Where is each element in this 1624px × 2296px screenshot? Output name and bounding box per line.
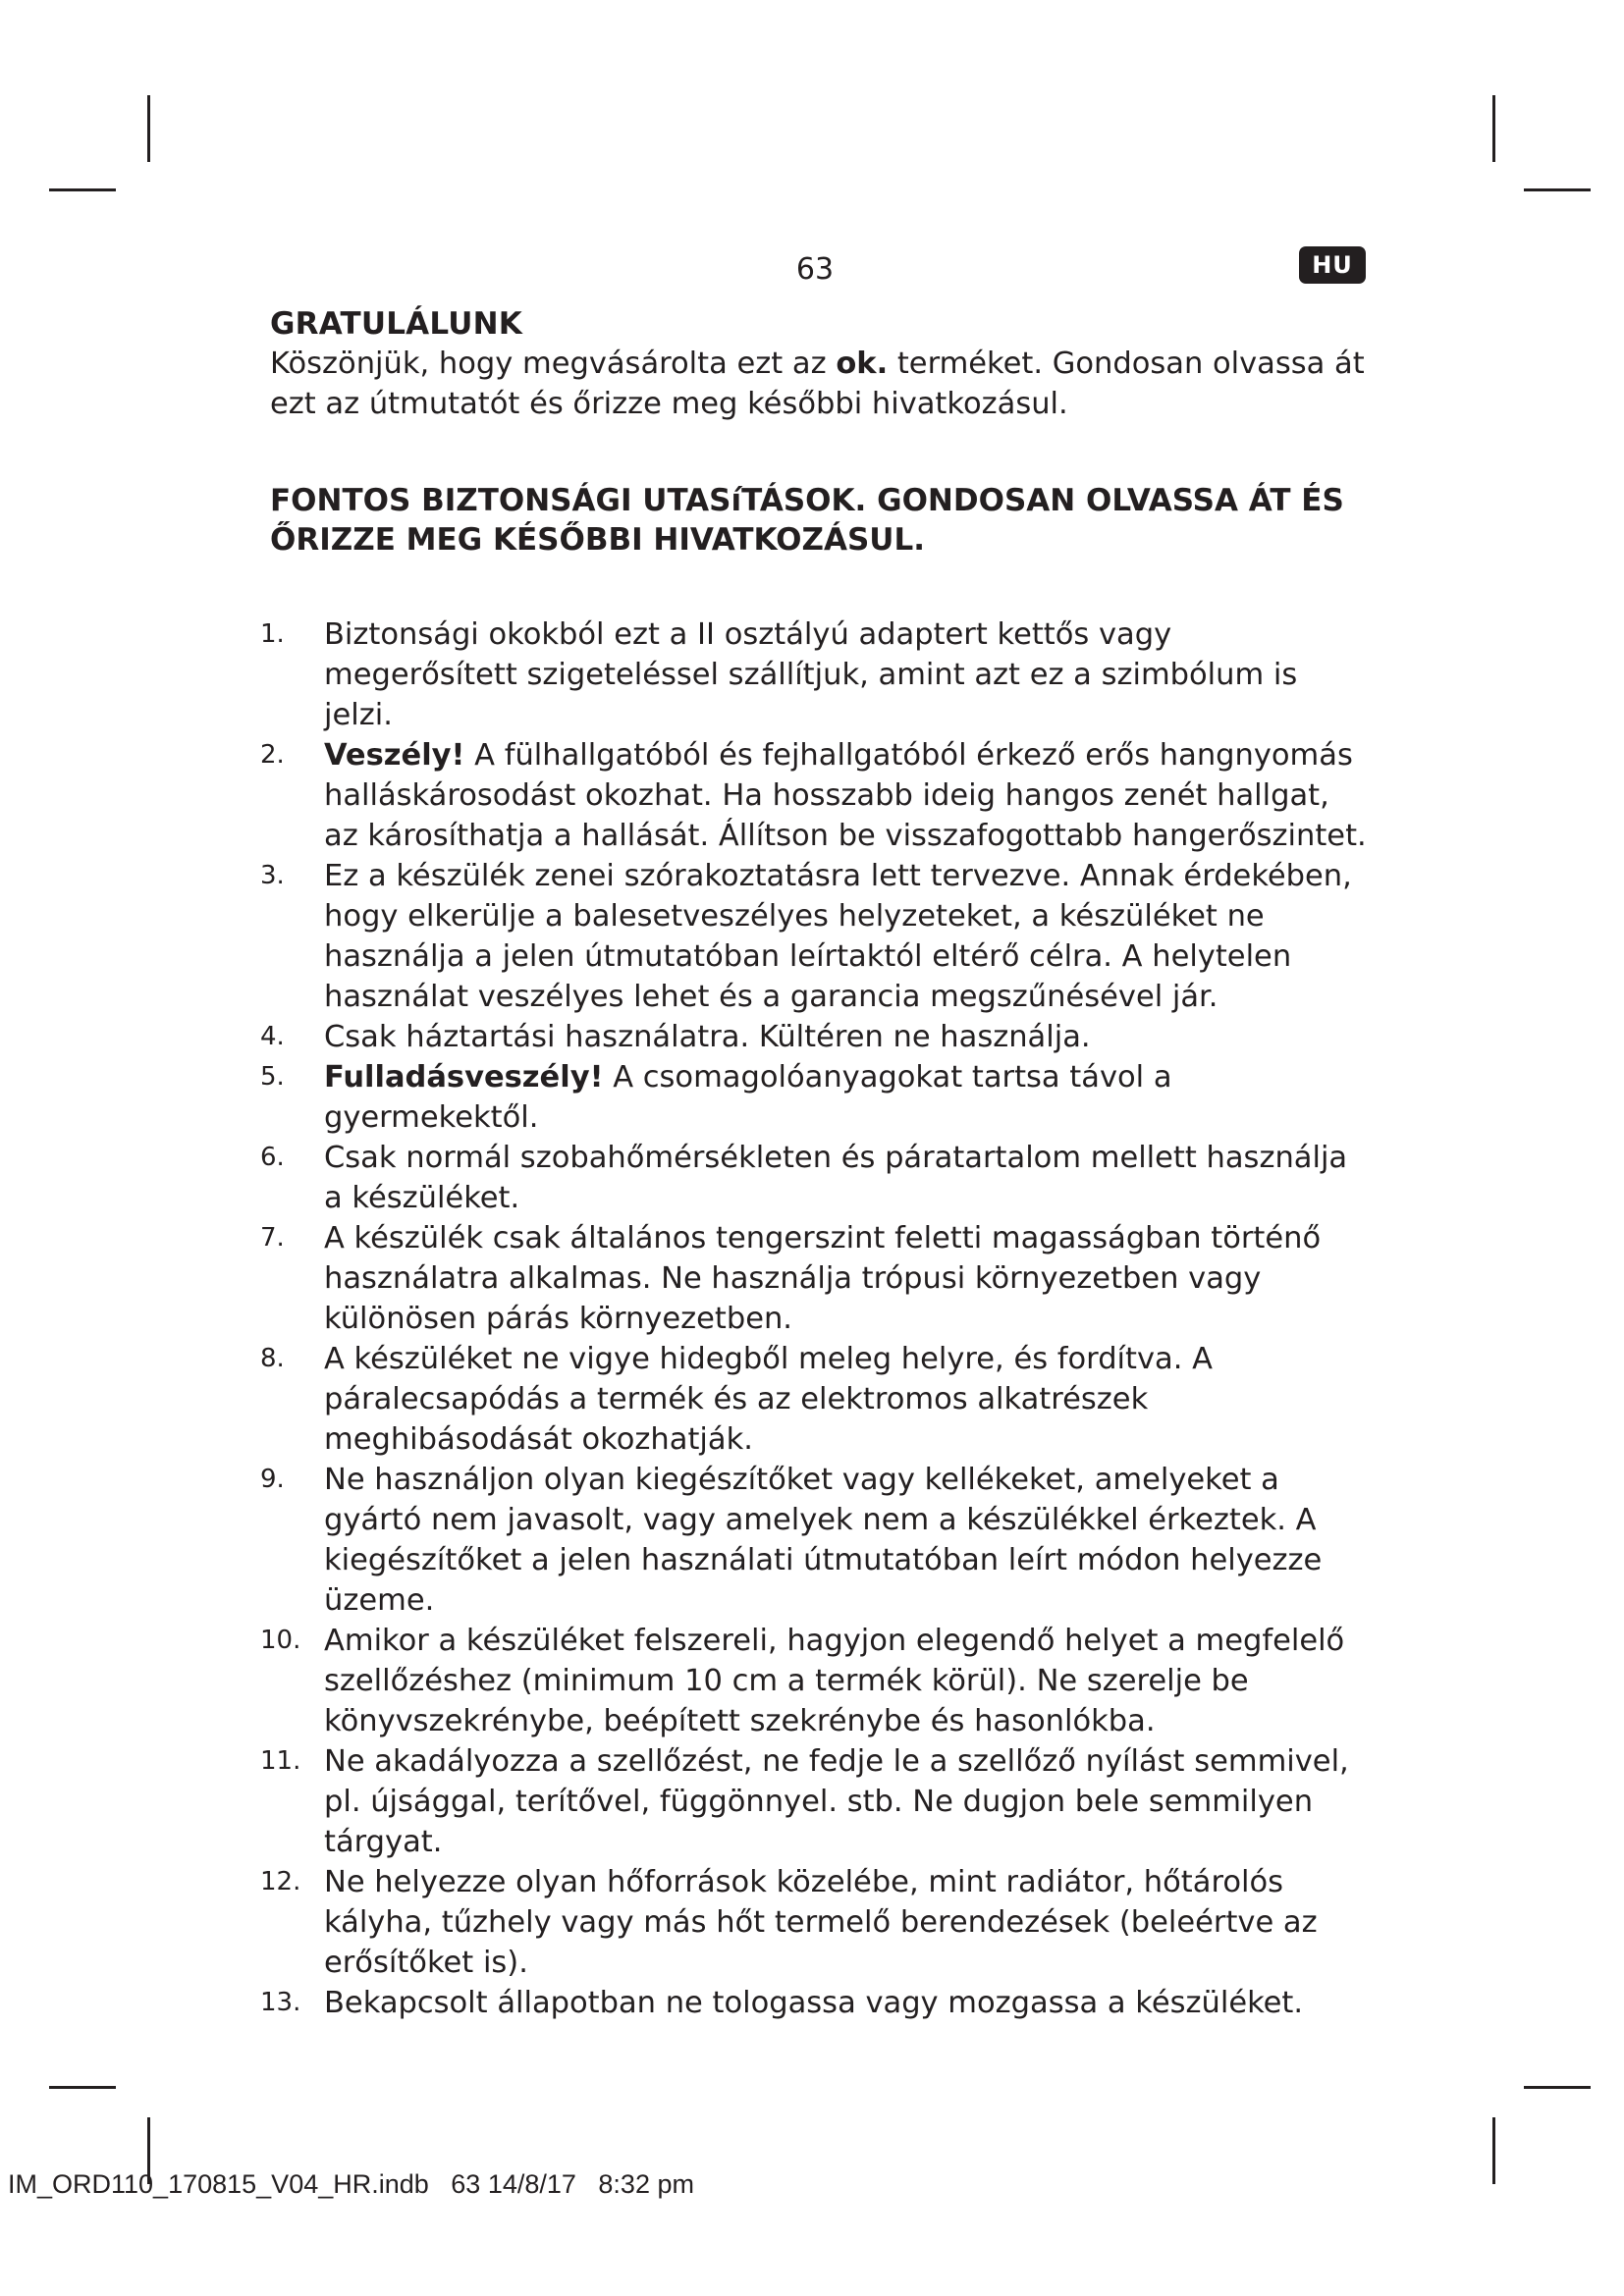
list-item: [260, 1741, 1370, 1862]
crop-mark: [1524, 188, 1591, 191]
list-item: [260, 1862, 1370, 1983]
item-bold-text: Veszély!: [324, 738, 465, 773]
intro-text-after: terméket. Gondosan olvassa át ezt az útmutatót és őrizze meg későbbi hivatkozásul.: [270, 347, 1365, 421]
item-text: Bekapcsolt állapotban ne tologassa vagy mozgassa a készüléket.: [324, 1986, 1304, 2020]
item-text: Ez a készülék zenei szórakoztatásra lett tervezve. Annak érdekében, hogy elkerülje a balesetveszélyes helyzeteket, a készüléket ne használja a jelen útmutatóban leírtaktól eltérő célra. A helytelen használat veszélyes lehet és a garancia megszűnésével jár.: [324, 859, 1352, 1014]
item-number: 2.: [260, 740, 285, 770]
item-text: Ne helyezze olyan hőforrások közelébe, mint radiátor, hőtárolós kályha, tűzhely vagy más hőt termelő berendezések (beleértve az erősítőket is).: [324, 1865, 1318, 1980]
item-number: 6.: [260, 1143, 285, 1172]
list-item: [260, 1138, 1370, 1218]
congrats-title: GRATULÁLUNK: [270, 306, 522, 342]
item-number: 7.: [260, 1223, 285, 1253]
print-slug-footer: IM_ORD110_170815_V04_HR.indb 63 14/8/17 8:32 pm: [8, 2169, 694, 2199]
item-text: A fülhallgatóból és fejhallgatóból érkező erős hangnyomás halláskárosodást okozhat. Ha hosszabb ideig hangos zenét hallgat, az károsíthatja a hallását. Állítson be visszafogottabb hangerőszintet.: [324, 738, 1367, 853]
page-number: 63: [795, 252, 835, 287]
item-text: A készüléket ne vigye hidegből meleg helyre, és fordítva. A páralecsapódás a termék és az elektromos alkatrészek meghibásodását okozhatják.: [324, 1342, 1213, 1457]
list-item: [260, 1460, 1370, 1621]
item-text: A csomagolóanyagokat tartsa távol a gyermekektől.: [324, 1060, 1172, 1135]
crop-mark: [1492, 2117, 1495, 2184]
item-text: Ne akadályozza a szellőzést, ne fedje le a szellőző nyílást semmivel, pl. újsággal, terítővel, függönnyel. stb. Ne dugjon bele semmilyen tárgyat.: [324, 1744, 1349, 1859]
list-item: [260, 1017, 1370, 1057]
list-item: [260, 1621, 1370, 1741]
safety-list: [260, 614, 1370, 2023]
item-text: Biztonsági okokból ezt a II osztályú adaptert kettős vagy megerősített szigeteléssel szállítjuk, amint azt ez a szimbólum is jelzi.: [324, 617, 1298, 732]
list-item: [260, 1218, 1370, 1339]
intro-text-before: Köszönjük, hogy megvásárolta ezt az: [270, 347, 837, 381]
item-text: A készülék csak általános tengerszint feletti magasságban történő használatra alkalmas. Ne használja trópusi környezetben vagy különösen párás környezetben.: [324, 1221, 1322, 1336]
item-number: 5.: [260, 1062, 285, 1092]
item-number: 3.: [260, 861, 285, 890]
item-number: 8.: [260, 1344, 285, 1373]
list-item: [260, 614, 1370, 735]
crop-mark: [49, 2086, 116, 2089]
item-text: Csak normál szobahőmérsékleten és páratartalom mellett használja a készüléket.: [324, 1141, 1348, 1215]
item-number: 1.: [260, 619, 285, 649]
item-text: Amikor a készüléket felszereli, hagyjon elegendő helyet a megfelelő szellőzéshez (minimum 10 cm a termék körül). Ne szerelje be könyvszekrénybe, beépített szekrénybe és hasonlókba.: [324, 1624, 1345, 1738]
crop-mark: [49, 188, 116, 191]
safety-heading: FONTOS BIZTONSÁGI UTASíTÁSOK. GONDOSAN OLVASSA ÁT ÉS ŐRIZZE MEG KÉSŐBBI HIVATKOZÁSUL.: [270, 483, 1344, 558]
item-text: Ne használjon olyan kiegészítőket vagy kellékeket, amelyeket a gyártó nem javasolt, vagy amelyek nem a készülékkel érkeztek. A kiegészítőket a jelen használati útmutatóban leírt módon helyezze üzeme.: [324, 1463, 1323, 1618]
item-number: 13.: [260, 1988, 301, 2017]
language-badge: HU: [1299, 246, 1366, 284]
congrats-text: [270, 344, 1370, 424]
list-item: [260, 1057, 1370, 1138]
item-number: 10.: [260, 1626, 301, 1655]
item-number: 4.: [260, 1022, 285, 1051]
list-item: [260, 735, 1370, 856]
main-content: [260, 304, 1370, 2023]
list-item: [260, 1339, 1370, 1460]
item-text: Csak háztartási használatra. Kültéren ne használja.: [324, 1020, 1091, 1054]
crop-mark: [1492, 95, 1495, 162]
item-number: 11.: [260, 1746, 301, 1776]
brand-name: ok.: [836, 347, 889, 381]
list-item: [260, 1983, 1370, 2023]
crop-mark: [1524, 2086, 1591, 2089]
list-item: [260, 856, 1370, 1017]
crop-mark: [147, 95, 150, 162]
item-bold-text: Fulladásveszély!: [324, 1060, 604, 1095]
item-number: 12.: [260, 1867, 301, 1896]
item-number: 9.: [260, 1465, 285, 1494]
